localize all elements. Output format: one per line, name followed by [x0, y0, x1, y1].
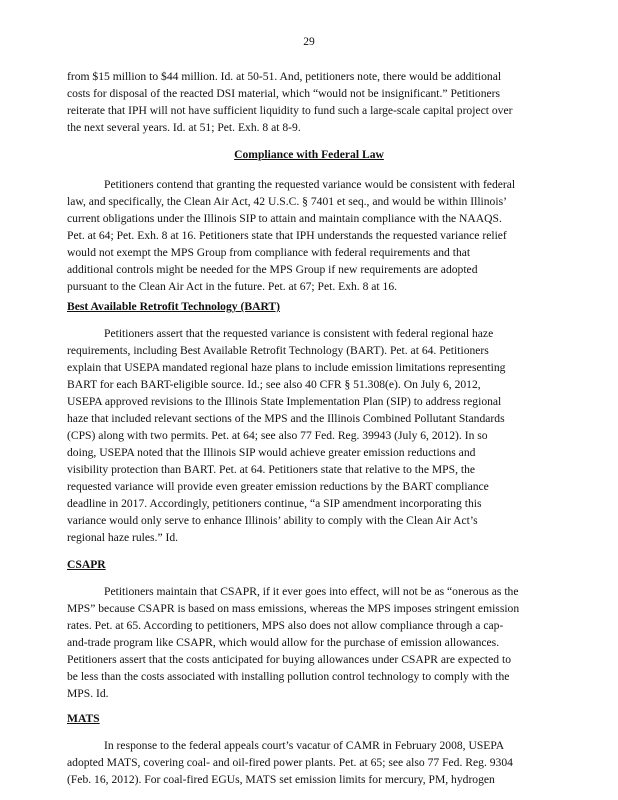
compliance-line: pursuant to the Clean Air Act in the future. Pet. at 67; Pet. Exh. 8 at 16. — [67, 280, 398, 293]
bart-line: regional haze rules.” Id. — [67, 531, 179, 544]
bart-line: requirements, including Best Available Retrofit Technology (BART). Pet. at 64. Petitioners — [67, 344, 489, 357]
csapr-line: MPS” because CSAPR is based on mass emissions, whereas the MPS imposes stringent emission — [67, 602, 520, 615]
bart-line: variance would only serve to enhance Illinois’ ability to comply with the Clean Air Act’s — [67, 514, 478, 527]
compliance-line: would not exempt the MPS Group from compliance with federal requirements and that — [67, 246, 471, 259]
csapr-line: Petitioners assert that the costs anticipated for buying allowances under CSAPR are expected to — [67, 653, 511, 666]
intro-line: reiterate that IPH will not have sufficient liquidity to fund such a large-scale capital project over — [67, 104, 513, 117]
bart-line: requested variance will provide even greater emission reductions by the BART compliance — [67, 480, 489, 493]
compliance-heading: Compliance with Federal Law — [234, 148, 384, 161]
csapr-heading: CSAPR — [67, 558, 106, 571]
bart-line: deadline in 2017. Accordingly, petitioners continue, “a SIP amendment incorporating this — [67, 497, 482, 510]
csapr-line: MPS. Id. — [67, 687, 109, 700]
bart-line: visibility protection than BART. Pet. at 64. Petitioners state that relative to the MPS, the — [67, 463, 476, 476]
page-number: 29 — [303, 36, 315, 48]
bart-line: explain that USEPA mandated regional haze plans to include emission limitations representing — [67, 361, 506, 374]
mats-heading: MATS — [67, 712, 100, 725]
csapr-line: rates. Pet. at 65. According to petitioners, MPS also does not allow compliance through a cap- — [67, 619, 504, 632]
bart-line: haze that included relevant sections of the MPS and the Illinois Combined Pollutant Standards — [67, 412, 505, 425]
bart-line: USEPA approved revisions to the Illinois State Implementation Plan (SIP) to address regional — [67, 395, 502, 408]
intro-line: from $15 million to $44 million. Id. at 50-51. And, petitioners note, there would be additional — [67, 70, 502, 83]
csapr-line: be less than the costs associated with installing pollution control technology to comply with the — [67, 670, 510, 683]
mats-line: In response to the federal appeals court’s vacatur of CAMR in February 2008, USEPA — [104, 739, 505, 752]
compliance-line: additional controls might be needed for the MPS Group if new requirements are adopted — [67, 263, 478, 276]
compliance-line: Pet. at 64; Pet. Exh. 8 at 16. Petitioners state that IPH understands the requested variance relief — [67, 229, 507, 242]
mats-line: adopted MATS, covering coal- and oil-fired power plants. Pet. at 65; see also 77 Fed. Reg. 9304 — [67, 756, 513, 769]
intro-line: costs for disposal of the reacted DSI material, which “would not be insignificant.” Petitioners — [67, 87, 501, 100]
compliance-line: law, and specifically, the Clean Air Act, 42 U.S.C. § 7401 et seq., and would be within Illinois’ — [67, 195, 507, 208]
csapr-line: and-trade program like CSAPR, which would allow for the purchase of emission allowances. — [67, 636, 500, 649]
bart-line: Petitioners assert that the requested variance is consistent with federal regional haze — [104, 327, 494, 340]
compliance-line: Petitioners contend that granting the requested variance would be consistent with federal — [104, 178, 516, 191]
compliance-line: current obligations under the Illinois SIP to attain and maintain compliance with the NAAQS. — [67, 212, 502, 225]
csapr-line: Petitioners maintain that CSAPR, if it ever goes into effect, will not be as “onerous as the — [104, 585, 519, 598]
mats-line: (Feb. 16, 2012). For coal-fired EGUs, MATS set emission limits for mercury, PM, hydrogen — [67, 773, 495, 786]
bart-heading: Best Available Retrofit Technology (BART) — [67, 300, 280, 313]
intro-line: the next several years. Id. at 51; Pet. Exh. 8 at 8-9. — [67, 121, 301, 134]
bart-line: doing, USEPA noted that the Illinois SIP would achieve greater emission reductions and — [67, 446, 476, 459]
bart-line: (CPS) along with two permits. Pet. at 64; see also 77 Fed. Reg. 39943 (July 6, 2012). In so — [67, 429, 488, 442]
bart-line: BART for each BART-eligible source. Id.; see also 40 CFR § 51.308(e). On July 6, 2012, — [67, 378, 481, 391]
